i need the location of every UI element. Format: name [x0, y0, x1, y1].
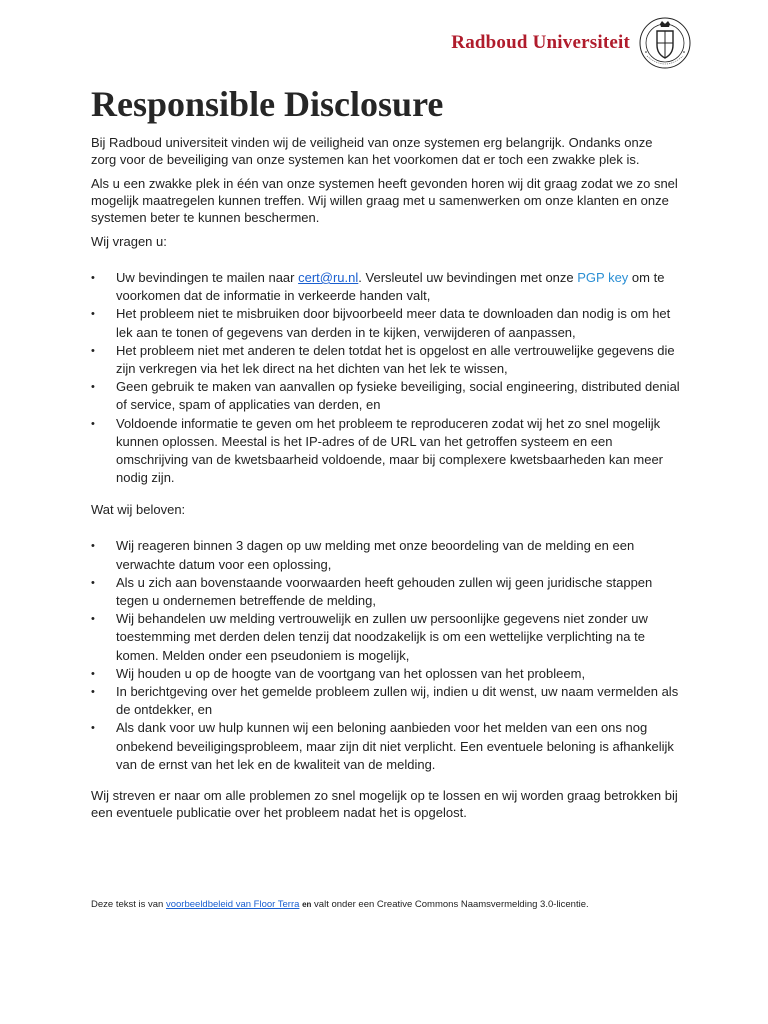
bullet-icon: • — [91, 613, 95, 626]
intro-paragraph: Bij Radboud universiteit vinden wij de veiligheid van onze systemen erg belangrijk. Ondanks onze zorg voor de beveiliging van onze systemen kan het voorkomen dat er toch een zwakke plek is. — [91, 135, 653, 167]
email-link[interactable]: cert@ru.nl — [298, 270, 359, 285]
list-item: • Het probleem niet met anderen te delen totdat het is opgelost en alle vertrouwelijke gegevens die zijn verkregen via het lek direct na het dichten van het lek te wissen, — [91, 342, 675, 377]
list-item: • Voldoende informatie te geven om het probleem te reproduceren zodat wij het zo snel mogelijk kunnen oplossen. Meestal is het IP-adres of de URL van het getroffen systeem en een omschrijving van de kwetsbaarheid voldoende, maar bij complexere kwetsbaarheden kan meer nodig zijn. — [91, 415, 664, 486]
promises-heading: Wat wij beloven: — [91, 502, 186, 518]
requests-list — [91, 269, 681, 487]
list-item: • Als dank voor uw hulp kunnen wij een beloning aanbieden voor het melden van een ons nog onbekend beveiligingsprobleem, maar zijn dit niet verplicht. Een eventuele beloning is afhankelijk van de ernst van het lek en de kwaliteit van de melding. — [91, 720, 674, 772]
list-item: • In berichtgeving over het gemelde probleem zullen wij, indien u dit wenst, uw naam vermelden als de ontdekker, en — [91, 684, 679, 718]
bullet-icon: • — [91, 344, 95, 357]
pgp-key-link[interactable]: PGP key — [577, 270, 629, 285]
list-item: • Uw bevindingen te mailen naar cert@ru.nl. Versleutel uw bevindingen met onze PGP key om te voorkomen dat de informatie in verkeerde handen valt, — [91, 270, 665, 304]
bullet-icon: • — [91, 722, 95, 735]
logo-wordmark: Radboud Universiteit — [451, 32, 630, 53]
list-item: • Het probleem niet te misbruiken door bijvoorbeeld meer data te downloaden dan nodig is om het lek aan te tonen of gegevens van derden in te kijken, verwijderen of aanpassen, — [91, 306, 671, 340]
list-item: • Als u zich aan bovenstaande voorwaarden heeft gehouden zullen wij geen juridische stappen tegen u ondernemen betreffende de melding, — [91, 574, 653, 609]
bullet-icon: • — [91, 272, 95, 284]
bullet-icon: • — [91, 667, 95, 680]
list-item: • Wij houden u op de hoogte van de voortgang van het oplossen van het probleem, — [91, 665, 681, 683]
requests-heading: Wij vragen u: — [91, 234, 167, 249]
list-item: • Geen gebruik te maken van aanvallen op fysieke beveiliging, social engineering, distributed denial of service, spam of applicaties van derden, en — [91, 379, 680, 413]
bullet-icon: • — [91, 381, 95, 394]
university-seal-icon — [638, 16, 692, 70]
page-title: Responsible Disclosure — [91, 84, 444, 124]
closing-paragraph: Wij streven er naar om alle problemen zo snel mogelijk op te lossen en wij worden graag betrokken bij een eventuele publicatie over het probleem nadat het is opgelost. — [91, 788, 678, 821]
promises-list — [91, 537, 681, 774]
source-policy-link[interactable]: voorbeeldbeleid van Floor Terra — [165, 899, 300, 910]
list-item: • Wij reageren binnen 3 dagen op uw melding met onze beoordeling van de melding en een verwachte datum voor een oplossing, — [91, 538, 635, 572]
document-body — [91, 82, 681, 821]
list-item: • Wij behandelen uw melding vertrouwelijk en zullen uw persoonlijke gegevens niet zonder uw toestemming met derden delen tenzij dat noodzakelijk is om een wettelijke verplichting na te komen. Melden onder een pseudoniem is mogelijk, — [91, 611, 648, 663]
license-footer: Deze tekst is van voorbeeldbeleid van Floor Terra en valt onder een Creative Commons Naamsvermelding 3.0-licentie. — [91, 899, 589, 910]
intro-paragraph: Als u een zwakke plek in één van onze systemen heeft gevonden horen wij dit graag zodat we zo snel mogelijk maatregelen kunnen treffen. Wij willen graag met u samenwerken om onze klanten en onze systemen beter te kunnen beschermen. — [91, 176, 678, 225]
bullet-icon: • — [91, 540, 95, 553]
bullet-icon: • — [91, 576, 95, 589]
bullet-icon: • — [91, 686, 95, 699]
bullet-icon: • — [91, 308, 95, 321]
university-logo — [451, 16, 692, 70]
bullet-icon: • — [91, 417, 95, 430]
